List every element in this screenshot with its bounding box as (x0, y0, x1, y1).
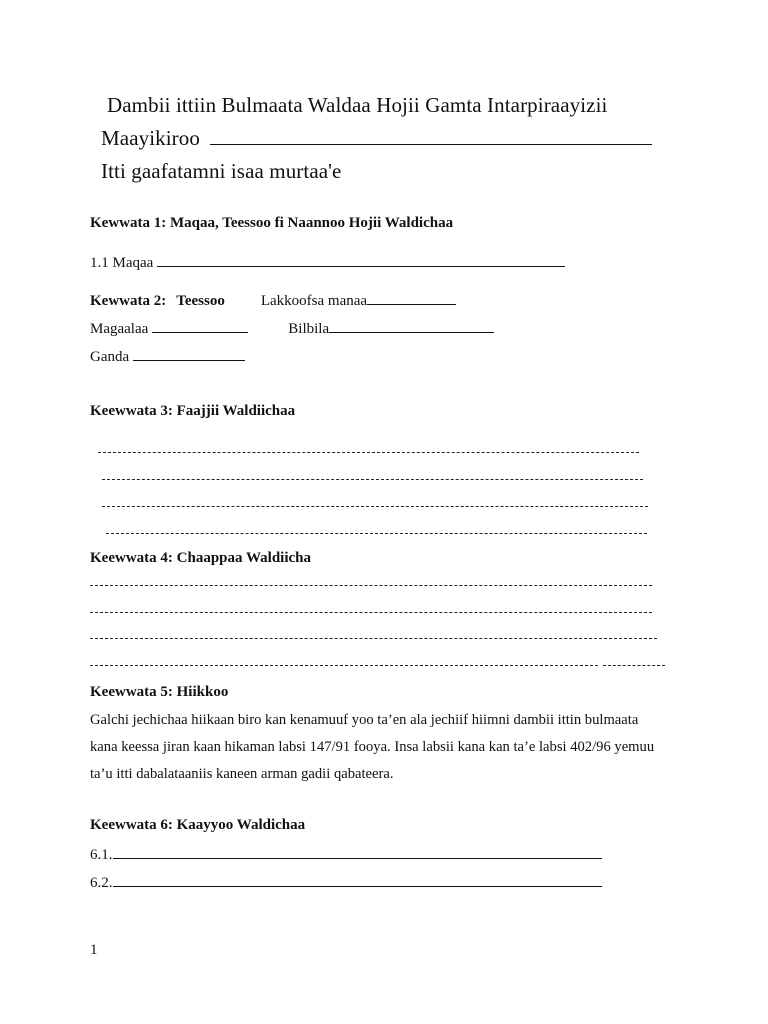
maayikiroo-blank (210, 127, 652, 145)
item-6-2-label: 6.2. (90, 875, 113, 891)
section-4-heading: Keewwata 4: Chaappaa Waldiicha (90, 550, 311, 566)
item-6-2-blank (113, 874, 602, 887)
faajjii-dash-line-2 (102, 479, 643, 480)
paragraph-line: ta’u itti dabalataaniis kaneen arman gadii qabateera. (90, 766, 394, 782)
chaappaa-dash-line-1 (90, 585, 652, 586)
bilbila-label: Bilbila (288, 321, 330, 337)
chaappaa-dash-line-3 (90, 638, 657, 639)
hiikkoo-paragraph (90, 707, 682, 788)
section-2-prefix: Kewwata 2: (90, 293, 167, 309)
page-number: 1 (90, 942, 98, 958)
ganda-blank (133, 348, 245, 361)
chaappaa-dash-line-4a (90, 665, 598, 666)
faajjii-dash-line-3 (102, 506, 648, 507)
ganda-row (90, 348, 245, 366)
section-2-heading (90, 292, 456, 310)
magaalaa-label: Magaalaa (90, 321, 149, 337)
maayikiroo-label: Maayikiroo (101, 126, 200, 150)
ganda-label: Ganda (90, 349, 130, 365)
bilbila-blank (329, 320, 494, 333)
section-5-heading: Keewwata 5: Hiikkoo (90, 684, 229, 700)
maqaa-field (90, 254, 565, 272)
faajjii-dash-line-1 (98, 452, 639, 453)
lakkoofsa-manaa-blank (367, 292, 456, 305)
maqaa-blank (157, 254, 565, 267)
kaayyoo-item-1 (90, 846, 602, 864)
faajjii-dash-line-4 (106, 533, 647, 534)
document-subtitle: Itti gaafatamni isaa murtaa'e (101, 159, 342, 183)
maqaa-label: 1.1 Maqaa (90, 255, 154, 271)
section-3-heading: Keewwata 3: Faajjii Waldiichaa (90, 403, 296, 419)
item-6-1-label: 6.1. (90, 847, 113, 863)
kaayyoo-item-2 (90, 874, 602, 892)
paragraph-line: kana keessa jiran kaan hikaman labsi 147/91 fooya. Insa labsii kana kan ta’e labsi 402/96 yemuu (90, 739, 655, 755)
chaappaa-dash-line-4b (603, 665, 665, 666)
chaappaa-dash-line-2 (90, 612, 652, 613)
document-title: Dambii ittiin Bulmaata Waldaa Hojii Gamta Intarpiraayizii (107, 93, 608, 117)
item-6-1-blank (113, 846, 602, 859)
magaalaa-blank (152, 320, 248, 333)
section-2-title: Teessoo (176, 293, 225, 309)
lakkoofsa-manaa-label: Lakkoofsa manaa (260, 293, 368, 309)
magaalaa-bilbila-row (90, 320, 494, 338)
section-1-heading: Kewwata 1: Maqaa, Teessoo fi Naannoo Hojii Waldichaa (90, 215, 454, 231)
title-maayikiroo-line (101, 126, 652, 151)
section-6-heading: Keewwata 6: Kaayyoo Waldichaa (90, 817, 306, 833)
paragraph-line: Galchi jechichaa hiikaan biro kan kenamuuf yoo ta’en ala jechiif hiimni dambii ittin bulmaata (90, 712, 639, 728)
